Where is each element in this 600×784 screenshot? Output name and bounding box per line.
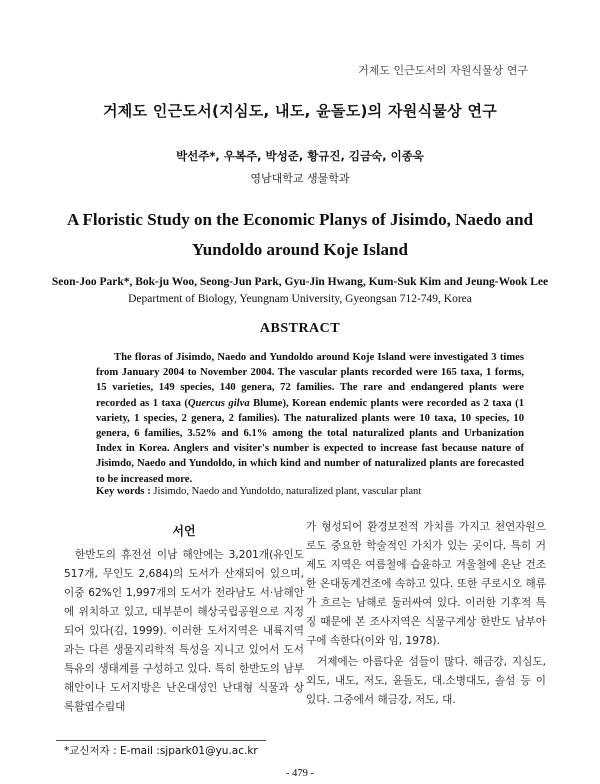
running-head: 거제도 인근도서의 자원식물상 연구 (358, 64, 528, 77)
intro-right-paragraph-1: 가 형성되어 환경보전적 가치를 가지고 천연자원으로도 중요한 학술적인 가치가 있는 곳이다. 특히 거제도 지역은 여름철에 습윤하고 겨울철에 온난 건조한 온대동계건조에 속하고 있다. 또한 쿠로시오 해류가 흐르는 남해로 둘러싸여 있다. 이러한 기후적 특징 때문에 본 조사지역은 식물구계상 한반도 남부아구에 속한다(이와 임, 1978). (306, 521, 546, 647)
abstract-body (96, 350, 524, 487)
korean-authors: 박선주*, 우복주, 박성준, 황규진, 김금숙, 이종욱 (176, 149, 424, 163)
footnote-divider (56, 740, 266, 741)
intro-right-paragraph-2: 거제에는 아름다운 섬들이 많다. 해금강, 지심도, 외도, 내도, 저도, 윤돌도, 대.소병대도, 솔섬 등 이 있다. 그중에서 해금강, 저도, 대. (306, 656, 546, 706)
intro-right-column (306, 518, 546, 710)
page-number: - 479 - (286, 768, 314, 779)
abstract-text-part-1: The floras of Jisimdo, Naedo and Yundoldo around Koje Island were investigated 3 times from January 2004 to November 2004. The vascular plants recorded were 165 taxa, 1 forms, 15 varieties, 149 species, 140 genera, 72 families. The rare and endangered plants were recorded as 1 taxa ( (96, 352, 524, 409)
keywords (96, 486, 536, 497)
keywords-label: Key words : (96, 486, 151, 497)
english-authors: Seon-Joo Park*, Bok-ju Woo, Seong-Jun Park, Gyu-Jin Hwang, Kum-Suk Kim and Jeung-Wook Lee (51, 276, 549, 288)
korean-affiliation: 영남대학교 생물학과 (250, 172, 350, 185)
corresponding-author-footnote: *교신저자 : E-mail :sjpark01@yu.ac.kr (64, 745, 258, 757)
keywords-text: Jisimdo, Naedo and Yundoldo, naturalized plant, vascular plant (150, 486, 422, 497)
abstract-heading: ABSTRACT (259, 321, 341, 336)
intro-heading: 서언 (172, 524, 196, 538)
abstract-text-part-2: Blume), Korean endemic plants were recorded as 2 taxa (1 variety, 1 species, 2 genera, 2 families). The naturalized plants were 10 taxa, 10 species, 10 genera, 6 families, 3.52% and 6.1% among the total naturalized plants and Urbanization Index in Korea. Anglers and visiter's number is expected to increase fast because nature of Jisimdo, Naedo and Yundoldo, in which kind and number of naturalized plants are forecasted to be increased more. (96, 397, 524, 485)
intro-left-paragraph: 한반도의 휴전선 이남 해안에는 3,201개(유인도 517개, 무인도 2,684)의 도서가 산재되어 있으며, 이중 62%인 1,997개의 도서가 전라남도 서·남해안에 위치하고 있고, 대부분이 해상국립공원으로 지정되어 있다(김, 1999). 이러한 도서지역은 내륙지역과는 다른 생물지리학적 특성을 지니고 있어서 도서 특유의 생태계를 구성하고 있다. 특히 한반도의 남부해안이나 도서지방은 난온대성인 난대형 식물과 상록활엽수림대 (64, 549, 304, 713)
english-title: A Floristic Study on the Economic Planys of Jisimdo, Naedo and Yundoldo around Koje Island (66, 210, 534, 259)
korean-title: 거제도 인근도서(지심도, 내도, 윤돌도)의 자원식물상 연구 (102, 102, 498, 120)
intro-left-column (64, 546, 304, 717)
species-name: Quercus gilva (187, 397, 250, 409)
english-affiliation: Department of Biology, Yeungnam University, Gyeongsan 712-749, Korea (128, 293, 472, 305)
